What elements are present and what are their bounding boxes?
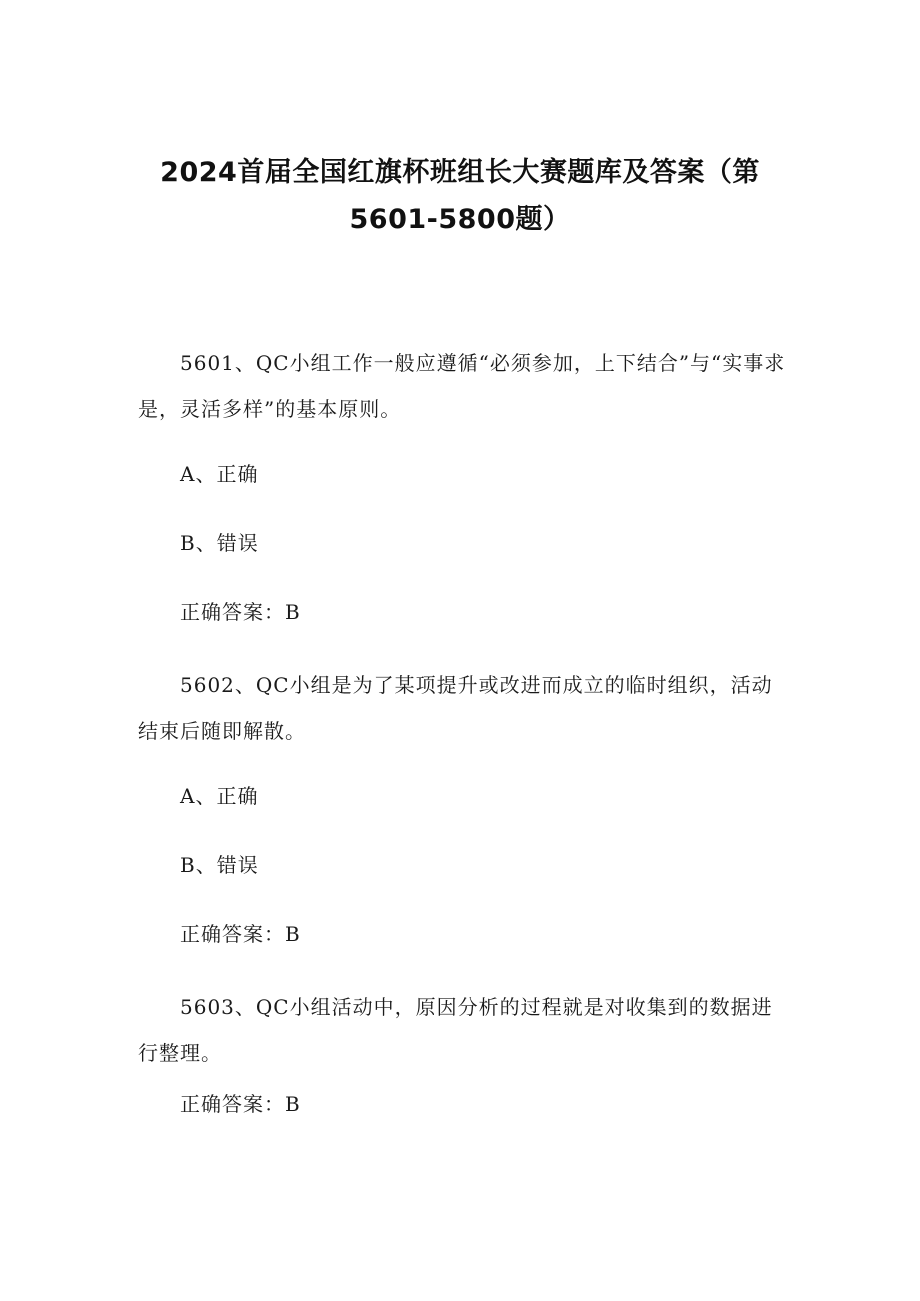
option-b: B、错误 bbox=[180, 853, 259, 877]
correct-answer: 正确答案：B bbox=[180, 600, 301, 624]
question-text: 5601、QC小组工作一般应遵循“必须参加，上下结合”与“实事求是，灵活多样”的基本原则。 bbox=[138, 351, 786, 421]
document-title: 2024首届全国红旗杯班组长大赛题库及答案（第 bbox=[160, 157, 760, 188]
question-text: 5602、QC小组是为了某项提升或改进而成立的临时组织，活动结束后随即解散。 bbox=[138, 673, 773, 743]
option-b: B、错误 bbox=[180, 531, 259, 555]
document-title-continuation: 5601-5800题） bbox=[349, 204, 571, 235]
option-a: A、正确 bbox=[180, 784, 259, 808]
correct-answer: 正确答案：B bbox=[180, 1092, 301, 1116]
question-text: 5603、QC小组活动中，原因分析的过程就是对收集到的数据进行整理。 bbox=[138, 995, 773, 1065]
option-a: A、正确 bbox=[180, 462, 259, 486]
correct-answer: 正确答案：B bbox=[180, 922, 301, 946]
